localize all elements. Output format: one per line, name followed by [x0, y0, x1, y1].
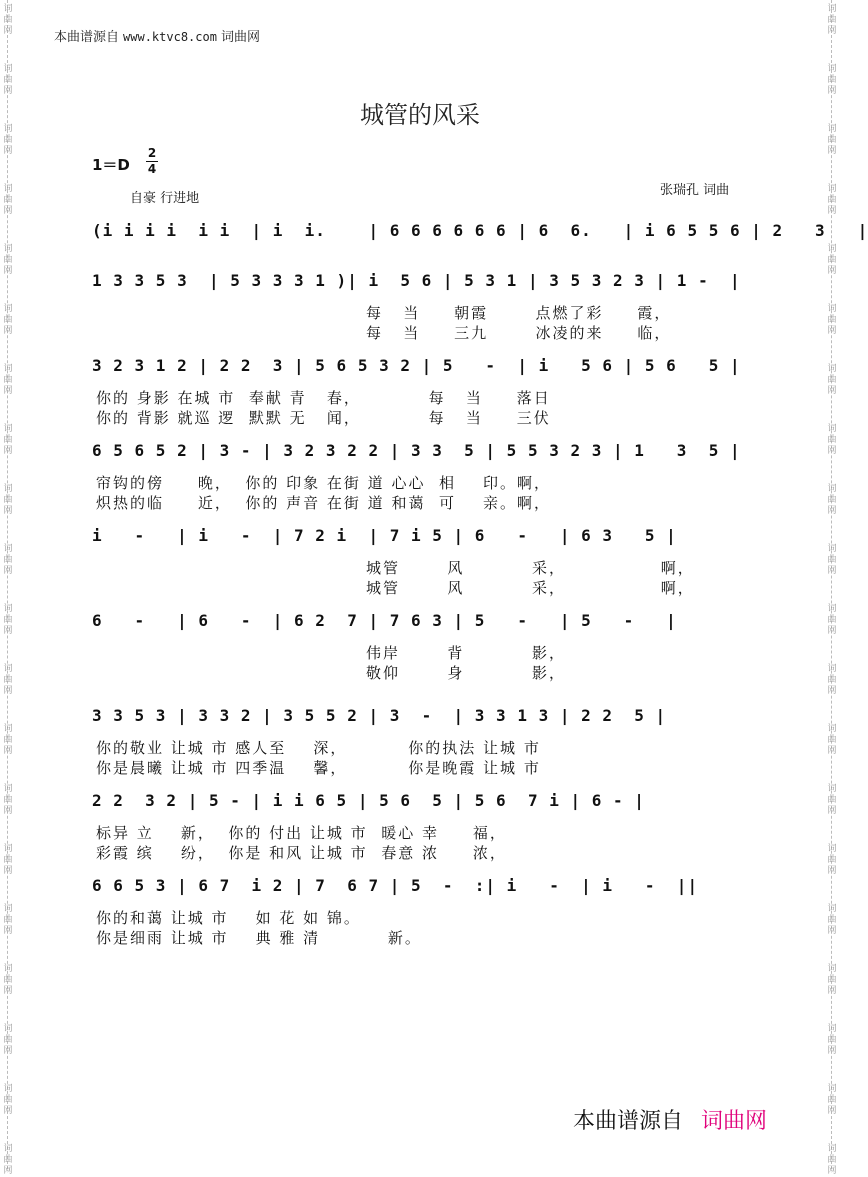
composer-credit: 张瑞孔 词曲 [660, 183, 730, 198]
key-signature: 1＝D [92, 156, 130, 174]
jianpu-notes: 6 5 6 5 2 | 3 - | 3 2 3 2 2 | 3 3 5 | 5 5 3 2 3 | 1 3 5 | [92, 441, 741, 460]
score-row [92, 212, 868, 246]
sidebar-watermark-glyphs: 词 曲 网 [827, 964, 837, 996]
sidebar-watermark-glyphs: 词 曲 网 [827, 184, 837, 216]
lyric-line-1: 每 当 朝霞 点燃了彩 霞， [366, 304, 672, 322]
score-row [92, 602, 757, 636]
sidebar-watermark-glyphs: 词 曲 网 [827, 124, 837, 156]
sidebar-watermark-glyphs: 词 曲 网 [827, 64, 837, 96]
jianpu-notes: 6 - | 6 - | 6 2 7 | 7 6 3 | 5 - | 5 - | [92, 611, 677, 630]
lyric-line-2: 彩霞 缤 纷， 你是 和风 让城 市 春意 浓 浓， [96, 844, 507, 862]
jianpu-notes: 1 3 3 5 3 | 5 3 3 3 1 )| i 5 6 | 5 3 1 | 3 5 3 2 3 | 1 - | [92, 271, 741, 290]
sidebar-watermark-glyphs: 词 曲 网 [3, 304, 13, 336]
sidebar-watermark-glyphs: 词 曲 网 [827, 304, 837, 336]
sidebar-watermark-glyphs: 词 曲 网 [3, 664, 13, 696]
sidebar-watermark-glyphs: 词 曲 网 [3, 244, 13, 276]
time-top: 2 [147, 146, 157, 160]
sidebar-watermark-glyphs: 词 曲 网 [3, 124, 13, 156]
sidebar-watermark-glyphs: 词 曲 网 [3, 904, 13, 936]
sidebar-watermark-glyphs: 词 曲 网 [827, 4, 837, 36]
sidebar-watermark-glyphs: 词 曲 网 [3, 364, 13, 396]
sidebar-watermark-glyphs: 词 曲 网 [827, 544, 837, 576]
sidebar-watermark-glyphs: 词 曲 网 [827, 904, 837, 936]
sidebar-watermark-glyphs: 词 曲 网 [3, 1144, 13, 1176]
footer-brand: 词曲网 [701, 1109, 768, 1134]
score-row [92, 262, 757, 296]
sidebar-watermark-glyphs: 词 曲 网 [3, 484, 13, 516]
header-site-name: 词曲网 [220, 30, 260, 45]
score-row [92, 517, 757, 551]
sidebar-watermark-glyphs: 词 曲 网 [827, 724, 837, 756]
footer-source-text: 本曲谱源自 [573, 1109, 684, 1134]
score-row [92, 697, 757, 731]
sidebar-watermark-glyphs: 词 曲 网 [3, 4, 13, 36]
jianpu-notes: (i i i i i i | i i. | 6 6 6 6 6 6 | 6 6. | i 6 5 5 6 | 2 3 | [92, 221, 868, 240]
song-title: 城管的风采 [360, 101, 480, 129]
jianpu-notes: i - | i - | 7 2 i | 7 i 5 | 6 - | 6 3 5 | [92, 526, 677, 545]
sidebar-watermark-glyphs: 词 曲 网 [827, 784, 837, 816]
score-row [92, 782, 757, 816]
footer-watermark [573, 1104, 767, 1135]
sidebar-watermark-glyphs: 词 曲 网 [3, 784, 13, 816]
lyric-line-1: 你的 身影 在城 市 奉献 青 春， 每 当 落日 [96, 389, 551, 407]
sidebar-watermark-glyphs: 词 曲 网 [827, 424, 837, 456]
sidebar-watermark-glyphs: 词 曲 网 [3, 544, 13, 576]
lyric-line-2: 你是晨曦 让城 市 四季温 馨， 你是晚霞 让城 市 [96, 759, 541, 777]
time-bottom: 4 [147, 162, 157, 176]
sidebar-watermark-glyphs: 词 曲 网 [3, 424, 13, 456]
sidebar-watermark-glyphs: 词 曲 网 [827, 664, 837, 696]
sidebar-watermark-glyphs: 词 曲 网 [3, 604, 13, 636]
header-source-text: 本曲谱源自 [54, 30, 120, 45]
jianpu-notes: 3 3 5 3 | 3 3 2 | 3 5 5 2 | 3 - | 3 3 1 3 | 2 2 5 | [92, 706, 667, 725]
sidebar-watermark-glyphs: 词 曲 网 [3, 64, 13, 96]
lyric-line-2: 敬仰 身 影， [366, 664, 567, 682]
lyric-line-1: 伟岸 背 影， [366, 644, 567, 662]
jianpu-notes: 3 2 3 1 2 | 2 2 3 | 5 6 5 3 2 | 5 - | i 5 6 | 5 6 5 | [92, 356, 741, 375]
lyric-line-1: 你的敬业 让城 市 感人至 深， 你的执法 让城 市 [96, 739, 541, 757]
lyric-line-2: 城管 风 采， 啊， [366, 579, 695, 597]
sidebar-watermark-glyphs: 词 曲 网 [827, 244, 837, 276]
lyric-line-2: 你的 背影 就巡 逻 默默 无 闻， 每 当 三伏 [96, 409, 551, 427]
score-row [92, 867, 757, 901]
jianpu-notes: 6 6 5 3 | 6 7 i 2 | 7 6 7 | 5 - :| i - | i - || [92, 876, 699, 895]
score-row [92, 347, 757, 381]
lyric-line-1: 城管 风 采， 啊， [366, 559, 695, 577]
sidebar-watermark-glyphs: 词 曲 网 [827, 1084, 837, 1116]
sidebar-watermark-glyphs: 词 曲 网 [827, 364, 837, 396]
sidebar-watermark-glyphs: 词 曲 网 [3, 1024, 13, 1056]
sidebar-watermark-glyphs: 词 曲 网 [3, 724, 13, 756]
sidebar-watermark-glyphs: 词 曲 网 [3, 1084, 13, 1116]
sidebar-watermark-glyphs: 词 曲 网 [3, 844, 13, 876]
sidebar-watermark-glyphs: 词 曲 网 [827, 1144, 837, 1176]
lyric-line-1: 帘钩的傍 晚， 你的 印象 在街 道 心心 相 印。啊， [96, 474, 552, 492]
sidebar-watermark-glyphs: 词 曲 网 [827, 484, 837, 516]
tempo-marking: 自豪 行进地 [130, 191, 200, 206]
sidebar-watermark-glyphs: 词 曲 网 [3, 184, 13, 216]
sidebar-watermark-glyphs: 词 曲 网 [827, 604, 837, 636]
header-url[interactable]: www.ktvc8.com [123, 30, 217, 44]
lyric-line-1: 标异 立 新， 你的 付出 让城 市 暖心 幸 福， [96, 824, 507, 842]
score-row [92, 432, 757, 466]
jianpu-notes: 2 2 3 2 | 5 - | i i 6 5 | 5 6 5 | 5 6 7 i | 6 - | [92, 791, 645, 810]
lyric-line-2: 炽热的临 近， 你的 声音 在街 道 和蔼 可 亲。啊， [96, 494, 552, 512]
lyric-line-2: 你是细雨 让城 市 典 雅 清 新。 [96, 929, 422, 947]
sidebar-watermark-glyphs: 词 曲 网 [3, 964, 13, 996]
sidebar-watermark-glyphs: 词 曲 网 [827, 1024, 837, 1056]
lyric-line-1: 你的和蔼 让城 市 如 花 如 锦。 [96, 909, 361, 927]
sidebar-watermark-glyphs: 词 曲 网 [827, 844, 837, 876]
lyric-line-2: 每 当 三九 冰凌的来 临， [366, 324, 672, 342]
